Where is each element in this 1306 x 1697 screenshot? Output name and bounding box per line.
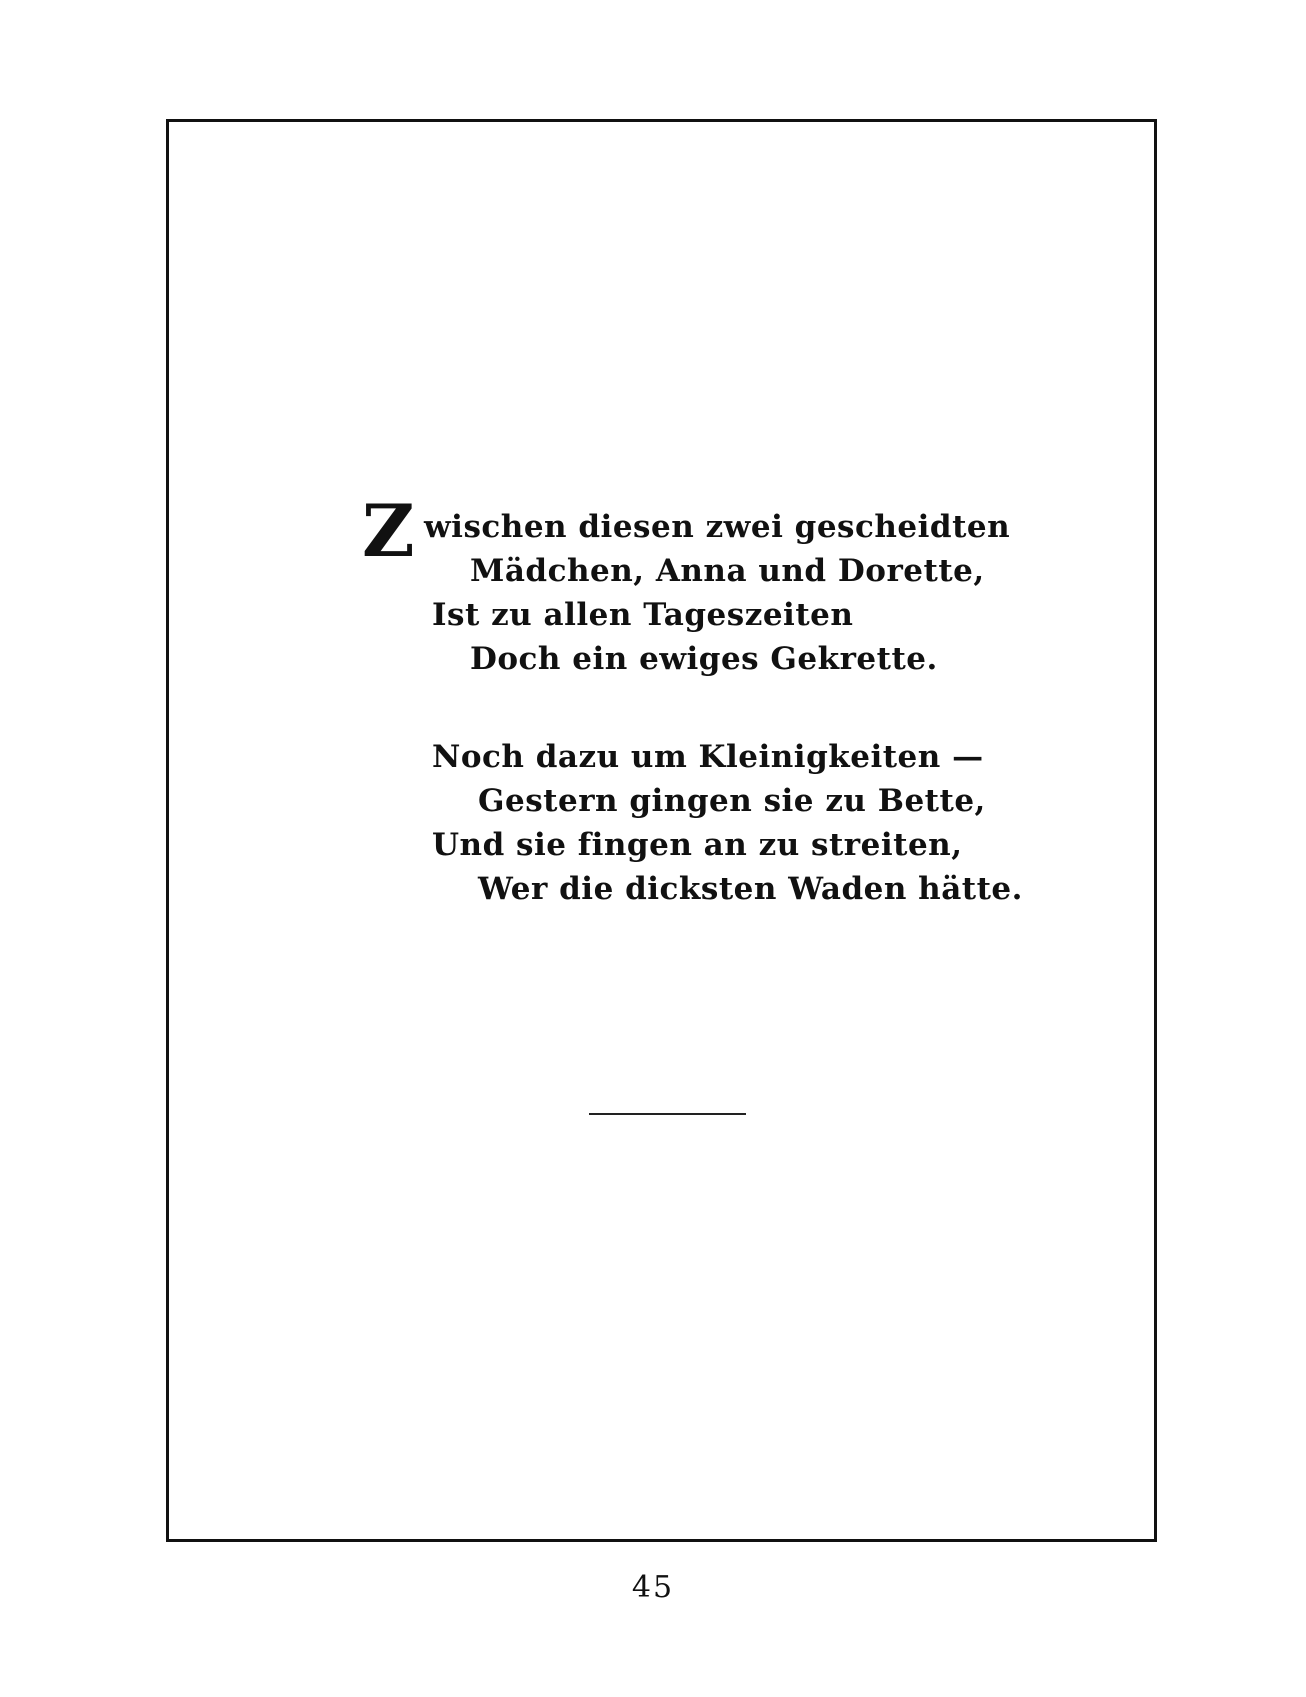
poem-line: Noch dazu um Kleinigkeiten —: [432, 739, 984, 775]
stanza-1: [362, 488, 1062, 681]
poem-line: Mädchen, Anna und Dorette,: [470, 553, 985, 589]
stanza-2: [362, 735, 1062, 911]
poem-line: Ist zu allen Tageszeiten: [432, 597, 854, 633]
poem: [362, 488, 1062, 911]
poem-line: Doch ein ewiges Gekrette.: [470, 641, 938, 677]
drop-cap: Z: [362, 488, 416, 573]
poem-line: Und sie fingen an zu streiten,: [432, 827, 963, 863]
poem-line: Wer die dicksten Waden hätte.: [478, 871, 1023, 907]
page-number: 45: [631, 1570, 675, 1605]
end-rule: [589, 1113, 746, 1115]
poem-line-text: wischen diesen zwei gescheidten: [424, 509, 1011, 545]
poem-line: Gestern gingen sie zu Bette,: [478, 783, 986, 819]
